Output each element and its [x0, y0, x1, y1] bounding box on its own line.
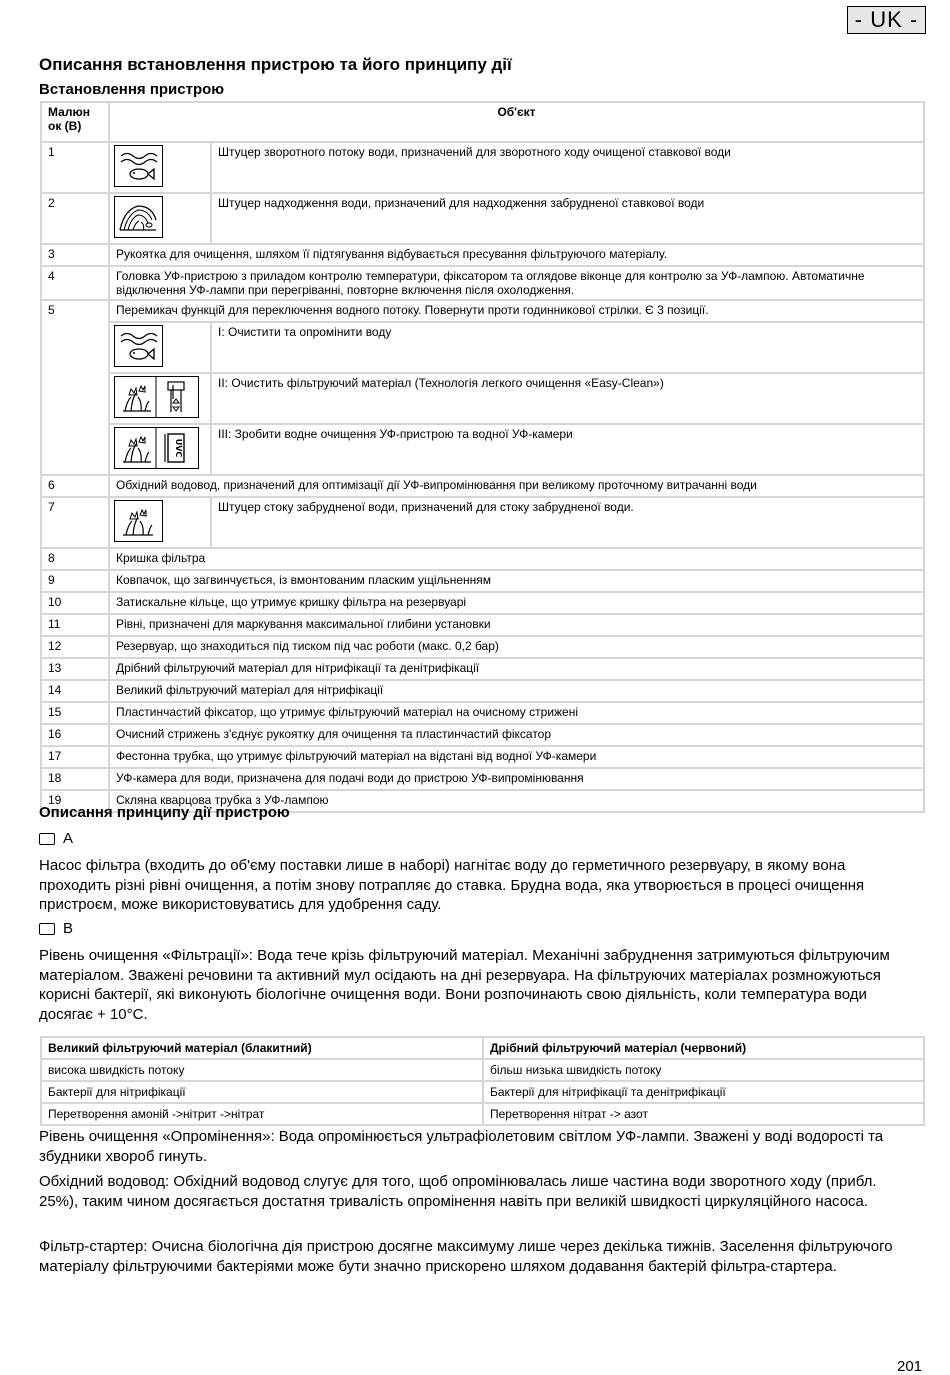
media-header-coarse: Великий фільтруючий матеріал (блакитний)	[41, 1037, 483, 1059]
section-subtitle: Встановлення пристрою	[39, 81, 225, 98]
row-number: 15	[41, 702, 109, 724]
page-number: 201	[897, 1358, 923, 1375]
row-number: 1	[41, 142, 109, 193]
row-number: 16	[41, 724, 109, 746]
fish-waves-icon	[114, 325, 163, 367]
row-number: 5	[41, 300, 109, 475]
table-row	[41, 475, 924, 497]
row-number: 3	[41, 244, 109, 266]
row-text: Обхідний водовод, призначений для оптимізації дії УФ-випромінювання при великому проточному витрачанні води	[109, 475, 924, 497]
row-text: Рівні, призначені для маркування максимальної глибини установки	[109, 614, 924, 636]
icon-cell	[109, 373, 211, 424]
table-row	[41, 300, 924, 322]
row-text: Великий фільтруючий матеріал для нітрифікації	[109, 680, 924, 702]
media-cell: Перетворення амоній ->нітрит ->нітрат	[41, 1103, 483, 1125]
table-row	[41, 658, 924, 680]
icon-cell	[109, 322, 211, 373]
figure-ref-a	[39, 830, 73, 847]
filter-media-table	[40, 1036, 925, 1126]
uvc-label: UVC	[174, 438, 183, 458]
row-number: 8	[41, 548, 109, 570]
row-text: Головка УФ-пристрою з приладом контролю температури, фіксатором та оглядове віконце для контролю за УФ-лампою. Автоматичне відключення УФ-лампи при перегріванні, повторне включення після охолодження.	[109, 266, 924, 300]
row-number: 7	[41, 497, 109, 548]
table-row	[41, 746, 924, 768]
table-row	[41, 724, 924, 746]
parts-table	[40, 101, 925, 813]
page-title: Описання встановлення пристрою та його принципу дії	[39, 55, 512, 74]
section-title-principle: Описання принципу дії пристрою	[39, 804, 290, 821]
figure-book-icon	[39, 833, 55, 845]
figure-book-icon	[39, 923, 55, 935]
icon-cell	[109, 142, 211, 193]
row-text: Штуцер зворотного потоку води, призначений для зворотного ходу очищеної ставкової води	[211, 142, 924, 193]
plants-uvc-icon	[114, 427, 199, 469]
language-badge: - UK -	[847, 6, 926, 34]
row-text: Кришка фільтра	[109, 548, 924, 570]
figure-label-a: A	[63, 830, 74, 847]
col-header-object: Об'єкт	[109, 102, 924, 142]
col-header-figure: Малюн ок (B)	[41, 102, 109, 142]
table-row	[41, 768, 924, 790]
row-text: Штуцер надходження води, призначений для надходження забрудненої ставкової води	[211, 193, 924, 244]
row-number: 18	[41, 768, 109, 790]
media-header-fine: Дрібний фільтруючий матеріал (червоний)	[483, 1037, 924, 1059]
table-row	[41, 570, 924, 592]
table-row	[41, 142, 924, 193]
row-text: III: Зробити водне очищення УФ-пристрою та водної УФ-камери	[211, 424, 924, 475]
table-row	[41, 680, 924, 702]
table-row	[41, 592, 924, 614]
row-text: Рукоятка для очищення, шляхом її підтягування відбувається пресування фільтруючого матеріалу.	[109, 244, 924, 266]
row-text: I: Очистити та опромінити воду	[211, 322, 924, 373]
row-number: 12	[41, 636, 109, 658]
table-subrow	[41, 424, 924, 475]
media-cell: Бактерії для нітрифікації	[41, 1081, 483, 1103]
row-text: Фестонна трубка, що утримує фільтруючий матеріал на відстані від водної УФ-камери	[109, 746, 924, 768]
row-text: Резервуар, що знаходиться під тиском під час роботи (макс. 0,2 бар)	[109, 636, 924, 658]
row-number: 13	[41, 658, 109, 680]
row-text: Перемикач функцій для переключення водного потоку. Повернути проти годинникової стрілки. Є 3 позиції.	[109, 300, 924, 322]
row-number: 4	[41, 266, 109, 300]
row-text: Очисний стрижень з'єднує рукоятку для очищення та пластинчастий фіксатор	[109, 724, 924, 746]
row-number: 17	[41, 746, 109, 768]
paragraph-b: Рівень очищення «Фільтрації»: Вода тече крізь фільтруючий матеріал. Механічні забруднення затримуються фільтруючим матеріалом. Зважені речовини та активний мул осідають на дні резервуара. На фільтруючих матеріалах розмножуються корисні бактерії, які виконують біологічне очищення води. Вони розпочинають свою діяльність, коли температура води досягає + 10°C.	[39, 947, 890, 1023]
row-text: Дрібний фільтруючий матеріал для нітрифікації та денітрифікації	[109, 658, 924, 680]
row-text: Скляна кварцова трубка з УФ-лампою	[109, 790, 924, 812]
table-row	[41, 497, 924, 548]
row-text: Ковпачок, що загвинчується, із вмонтованим пласким ущільненням	[109, 570, 924, 592]
row-number: 11	[41, 614, 109, 636]
plants-handle-icon	[114, 376, 199, 418]
table-row	[41, 244, 924, 266]
fish-waves-icon	[114, 145, 163, 187]
row-text: Затискальне кільце, що утримує кришку фільтра на резервуарі	[109, 592, 924, 614]
table-row	[41, 702, 924, 724]
paragraph-a: Насос фільтра (входить до об'єму поставки лише в наборі) нагнітає воду до герметичного резервуару, в якому вона проходить різні рівні очищення, а потім знову потрапляє до ставка. Брудна вода, яка утворюється в процесі очищення пристроєм, може використовуватись для удобрення саду.	[39, 857, 865, 913]
paragraph-irradiation: Рівень очищення «Опромінення»: Вода опромінюється ультрафіолетовим світлом УФ-лампи. Зважені у воді водорості та збудники хвороб гинуть.	[39, 1128, 884, 1165]
row-number: 6	[41, 475, 109, 497]
row-number: 2	[41, 193, 109, 244]
dirt-stream-icon	[114, 196, 163, 238]
media-cell: Бактерії для нітрифікації та денітрифікації	[483, 1081, 924, 1103]
table-row	[41, 266, 924, 300]
table-row	[41, 193, 924, 244]
table-row	[41, 636, 924, 658]
table-subrow	[41, 373, 924, 424]
paragraph-starter: Фільтр-стартер: Очисна біологічна дія пристрою досягне максимуму лише через декілька тижнів. Заселення фільтруючого матеріалу фільтруючими бактеріями може бути значно прискорено шляхом додавання бактерій фільтра-стартера.	[39, 1238, 893, 1275]
icon-cell	[109, 193, 211, 244]
media-cell: Перетворення нітрат -> азот	[483, 1103, 924, 1125]
icon-cell	[109, 497, 211, 548]
row-text: УФ-камера для води, призначена для подачі води до пристрою УФ-випромінювання	[109, 768, 924, 790]
row-text: Штуцер стоку забрудненої води, призначений для стоку забрудненої води.	[211, 497, 924, 548]
media-cell: більш низька швидкість потоку	[483, 1059, 924, 1081]
media-cell: висока швидкість потоку	[41, 1059, 483, 1081]
icon-cell	[109, 424, 211, 475]
table-row	[41, 1081, 924, 1103]
figure-ref-b	[39, 920, 73, 937]
row-number: 10	[41, 592, 109, 614]
table-row	[41, 548, 924, 570]
row-number: 19	[41, 790, 109, 812]
table-header-row	[41, 1037, 924, 1059]
table-row	[41, 1103, 924, 1125]
plants-icon	[114, 500, 163, 542]
table-header-row	[41, 102, 924, 142]
table-subrow	[41, 322, 924, 373]
table-row	[41, 614, 924, 636]
row-number: 9	[41, 570, 109, 592]
paragraph-bypass: Обхідний водовод: Обхідний водовод слугує для того, щоб опромінювалась лише частина води зворотного ходу (прибл. 25%), таким чином досягається достатня тривалість опромінення навіть при великій швидкості циркуляційного насоса.	[39, 1173, 877, 1210]
table-row	[41, 1059, 924, 1081]
figure-label-b: B	[63, 920, 74, 937]
row-number: 14	[41, 680, 109, 702]
row-text: II: Очистить фільтруючий матеріал (Технологія легкого очищення «Easy-Clean»)	[211, 373, 924, 424]
row-text: Пластинчастий фіксатор, що утримує фільтруючий матеріал на очисному стрижені	[109, 702, 924, 724]
